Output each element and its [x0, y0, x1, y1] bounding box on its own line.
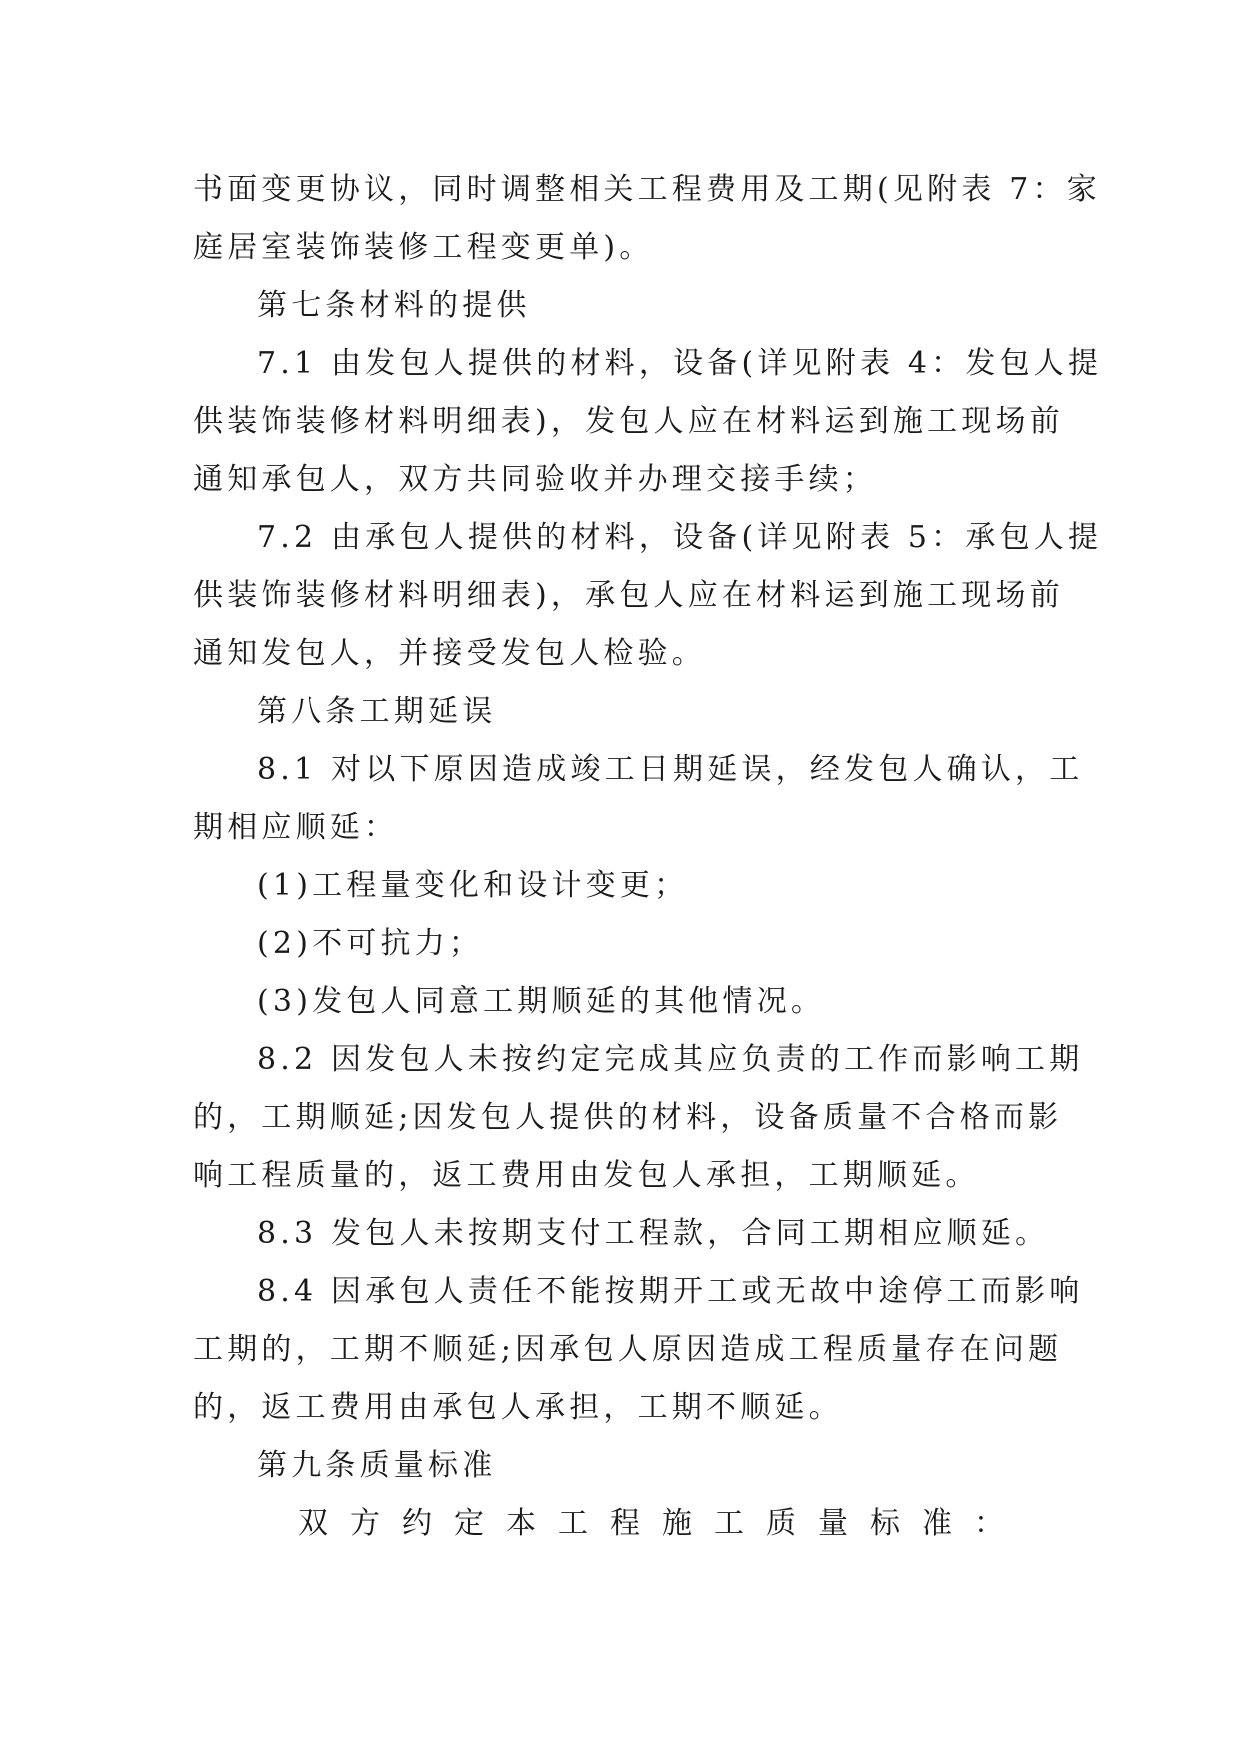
clause-8-1: 8.1 对以下原因造成竣工日期延误，经发包人确认，工	[257, 752, 1084, 787]
paragraph-line: 供装饰装修材料明细表)，承包人应在材料运到施工现场前	[193, 578, 1064, 613]
document-body	[193, 161, 1103, 1553]
clause-8-2: 8.2 因发包人未按约定完成其应负责的工作而影响工期	[257, 1042, 1084, 1077]
paragraph-line: 供装饰装修材料明细表)，发包人应在材料运到施工现场前	[193, 404, 1064, 439]
clause-8-4: 8.4 因承包人责任不能按期开工或无故中途停工而影响	[257, 1274, 1084, 1309]
list-item-1: (1)工程量变化和设计变更；	[257, 868, 689, 903]
section-heading-9: 第九条质量标准	[257, 1448, 497, 1483]
clause-7-2: 7.2 由承包人提供的材料，设备(详见附表 5：承包人提	[257, 520, 1103, 555]
list-item-2: (2)不可抗力；	[257, 926, 484, 961]
paragraph-line: 庭居室装饰装修工程变更单)。	[193, 230, 654, 265]
paragraph-line: 通知承包人，双方共同验收并办理交接手续；	[193, 462, 877, 497]
paragraph-line: 的，返工费用由承包人承担，工期不顺延。	[193, 1390, 843, 1425]
paragraph-line: 期相应顺延：	[193, 810, 399, 845]
clause-8-3: 8.3 发包人未按期支付工程款，合同工期相应顺延。	[257, 1216, 1050, 1251]
quality-standard-line: 双方约定本工程施工质量标准：	[298, 1506, 1026, 1541]
clause-7-1: 7.1 由发包人提供的材料，设备(详见附表 4：发包人提	[257, 346, 1103, 381]
paragraph-line: 的，工期顺延;因发包人提供的材料，设备质量不合格而影	[193, 1100, 1063, 1135]
section-heading-8: 第八条工期延误	[257, 694, 497, 729]
paragraph-line: 工期的，工期不顺延;因承包人原因造成工程质量存在问题	[193, 1332, 1063, 1367]
list-item-3: (3)发包人同意工期顺延的其他情况。	[257, 984, 826, 1019]
paragraph-line: 书面变更协议，同时调整相关工程费用及工期(见附表 7：家	[193, 172, 1101, 207]
section-heading-7: 第七条材料的提供	[257, 288, 531, 323]
paragraph-line: 响工程质量的，返工费用由发包人承担，工期顺延。	[193, 1158, 980, 1193]
paragraph-line: 通知发包人，并接受发包人检验。	[193, 636, 706, 671]
